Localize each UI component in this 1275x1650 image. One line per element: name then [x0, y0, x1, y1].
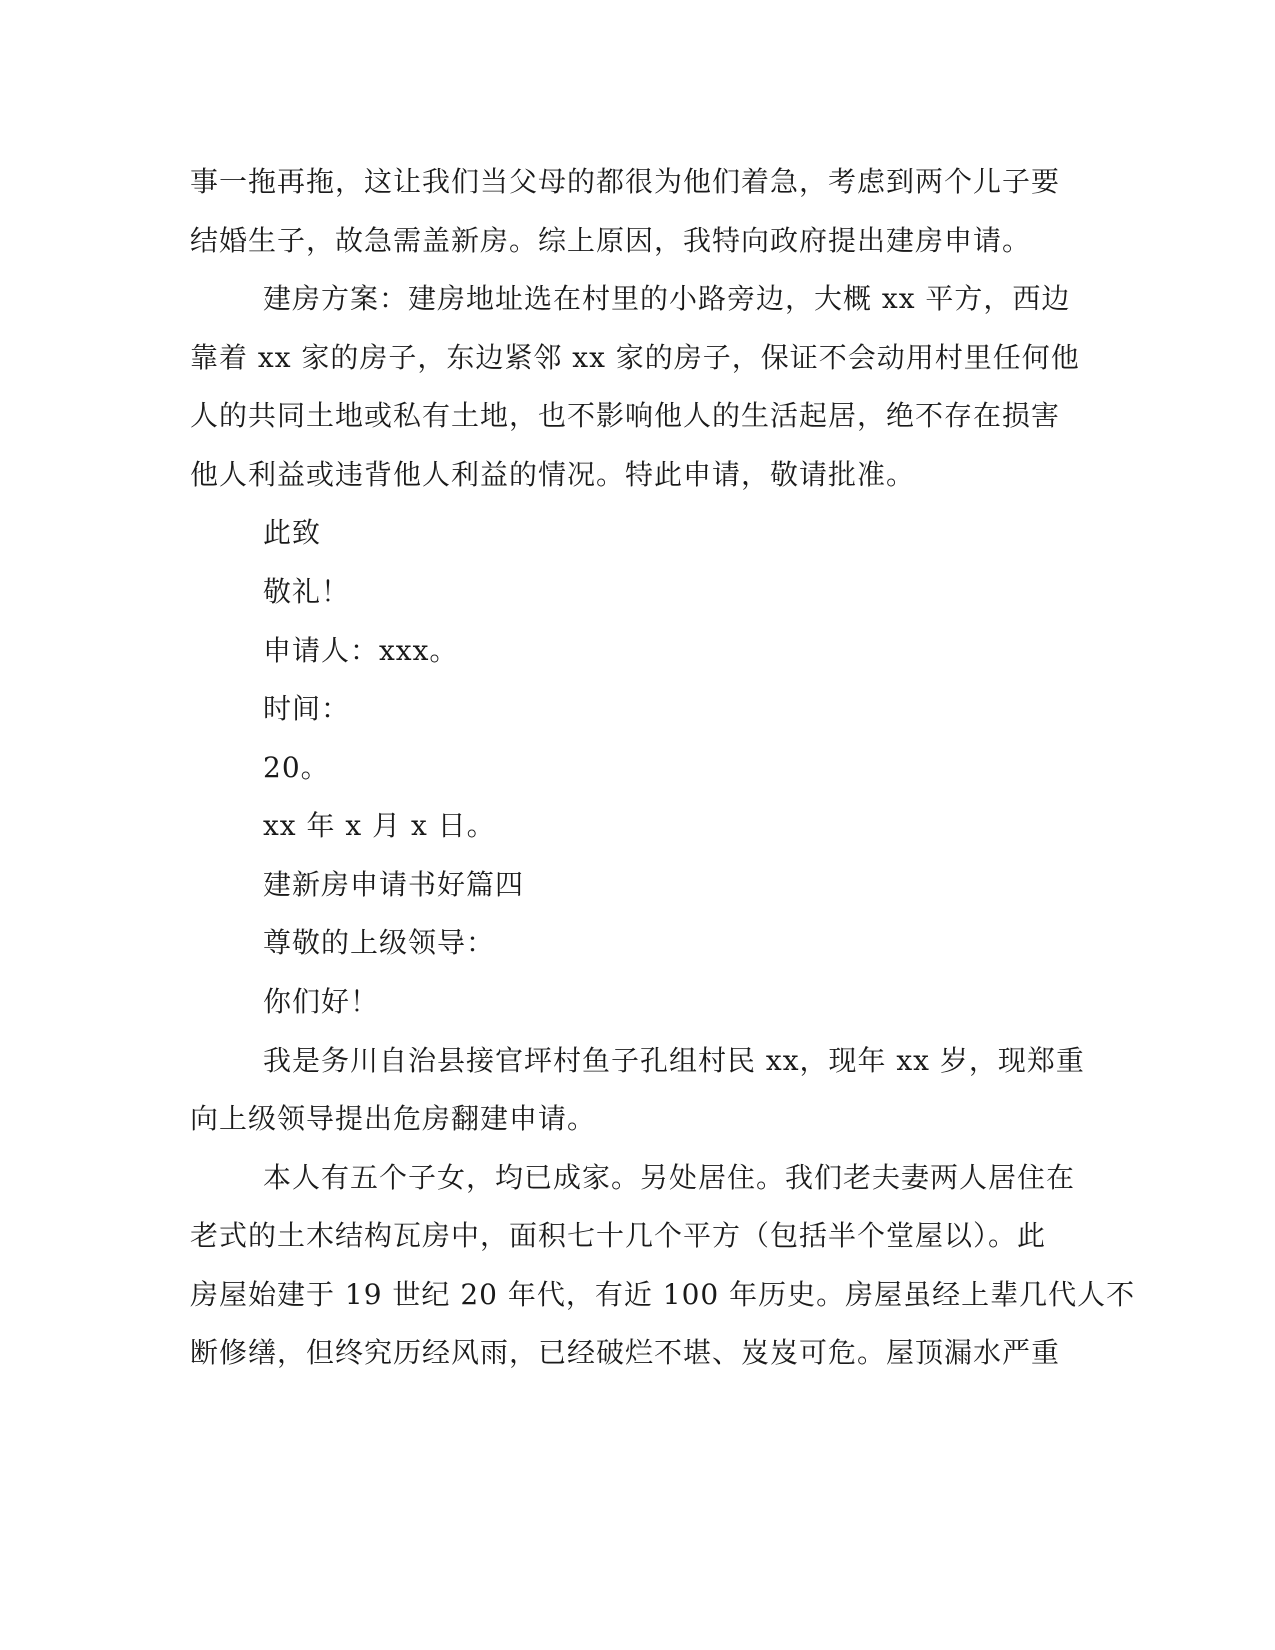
applicant-line: 申请人：xxx。 — [263, 634, 459, 667]
paragraph-line: 人的共同土地或私有土地，也不影响他人的生活起居，绝不存在损害 — [190, 399, 1061, 432]
paragraph-line: 我是务川自治县接官坪村鱼子孔组村民 xx，现年 xx 岁，现郑重 — [263, 1044, 1085, 1077]
paragraph-line: 老式的土木结构瓦房中，面积七十几个平方（包括半个堂屋以）。此 — [190, 1219, 1047, 1252]
paragraph-line: 房屋始建于 19 世纪 20 年代，有近 100 年历史。房屋虽经上辈几代人不 — [190, 1278, 1136, 1311]
date-line: 20。 — [263, 751, 330, 784]
paragraph-line: 结婚生子，故急需盖新房。综上原因，我特向政府提出建房申请。 — [190, 224, 1032, 257]
date-line: xx 年 x 月 x 日。 — [263, 809, 496, 842]
salutation-line: 此致 — [263, 516, 322, 549]
paragraph-line: 断修缮，但终究历经风雨，已经破烂不堪、岌岌可危。屋顶漏水严重 — [190, 1336, 1061, 1369]
paragraph-line: 本人有五个子女，均已成家。另处居住。我们老夫妻两人居住在 — [263, 1161, 1076, 1194]
salutation-line: 敬礼！ — [263, 575, 351, 608]
date-label-line: 时间： — [263, 692, 351, 725]
paragraph-line: 他人利益或违背他人利益的情况。特此申请，敬请批准。 — [190, 458, 916, 491]
section-title: 建新房申请书好篇四 — [263, 868, 525, 901]
paragraph-line: 建房方案：建房地址选在村里的小路旁边，大概 xx 平方，西边 — [263, 282, 1071, 315]
greeting-line: 你们好！ — [263, 985, 380, 1018]
paragraph-line: 事一拖再拖，这让我们当父母的都很为他们着急，考虑到两个儿子要 — [190, 165, 1061, 198]
paragraph-line: 靠着 xx 家的房子，东边紧邻 xx 家的房子，保证不会动用村里任何他 — [190, 341, 1080, 374]
greeting-line: 尊敬的上级领导： — [263, 926, 496, 959]
paragraph-line: 向上级领导提出危房翻建申请。 — [190, 1102, 597, 1135]
